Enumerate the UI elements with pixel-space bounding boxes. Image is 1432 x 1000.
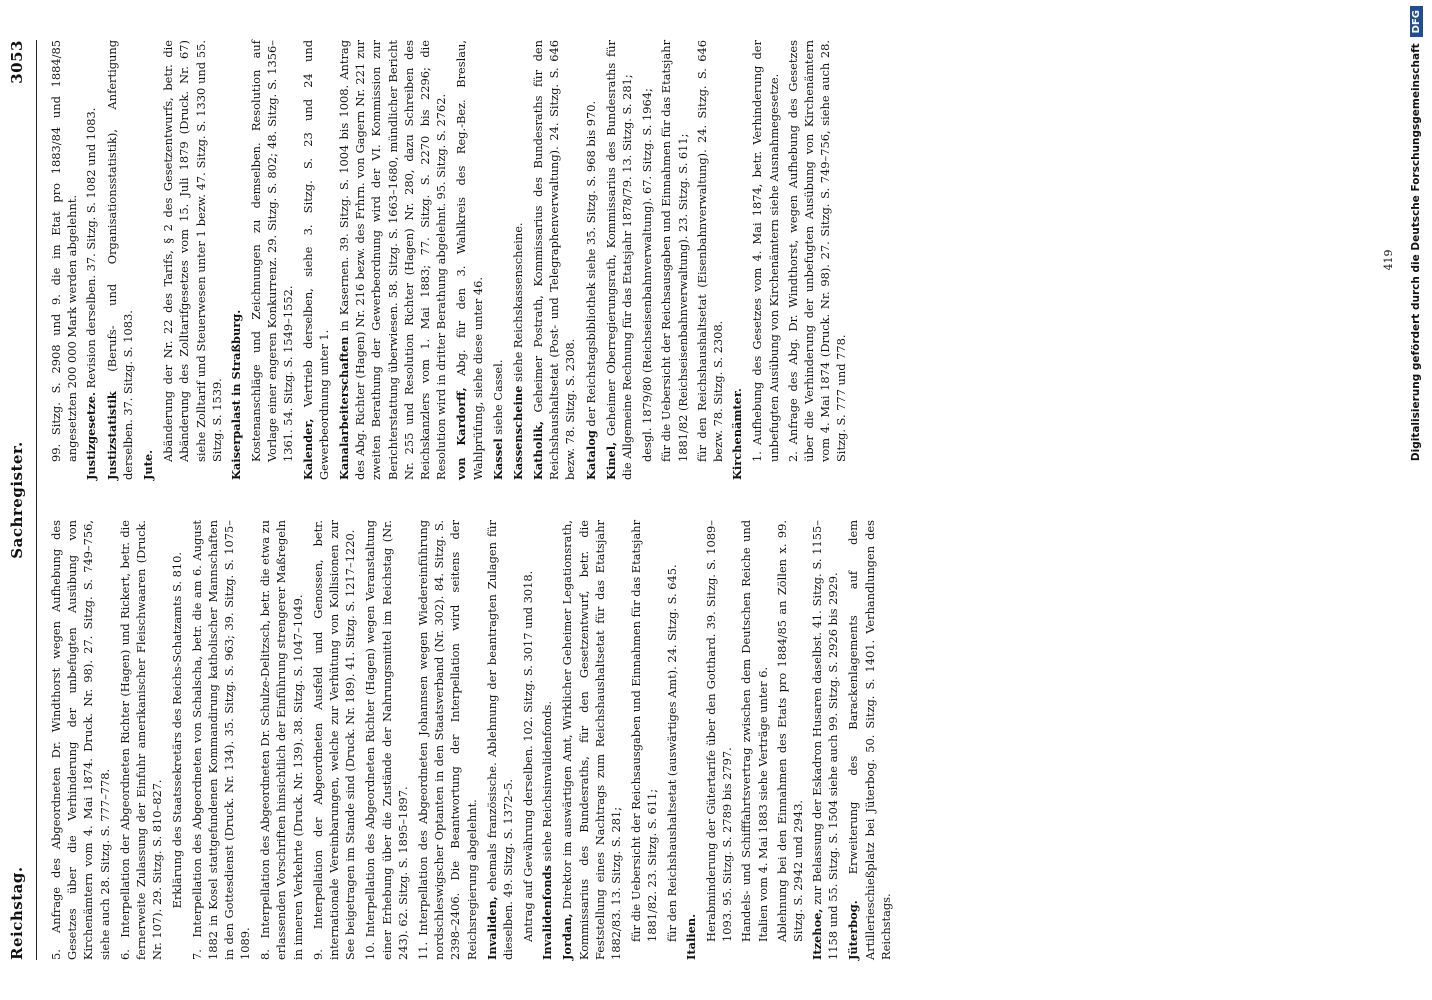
entry-heading: Kinel, (603, 441, 618, 480)
entry-heading: Kirchenämter. (730, 388, 745, 480)
register-entry (785, 40, 850, 480)
register-entry (845, 520, 894, 960)
register-entry (664, 520, 680, 960)
register-entries (48, 40, 849, 480)
register-entry (48, 40, 80, 480)
entry-heading: Katholik, (531, 421, 546, 480)
entry-text: Revision derselben. 37. Sitzg. S. 1082 und 1083. (84, 107, 99, 389)
register-entry (639, 40, 655, 480)
entry-text: Kostenanschläge und Zeichnungen zu demselben. Resolution auf Vorlage einer engeren Konkurrenz. 29. Sitzg. S. 802; 48. Sitzg. S. 1356–1361. 54. Sitzg. S. 1549–1552. (249, 40, 296, 462)
item-number: 9. (310, 949, 325, 960)
item-number: 8. (258, 949, 273, 960)
entry-heading: Kanalarbeiterschaften (337, 336, 351, 480)
entry-heading: Justizgesetze. (84, 392, 99, 480)
entry-text: in Kasernen. 39. Sitzg. S. 1004 bis 1008. Antrag des Abg. Richter (Hagen) Nr. 216 bezw. des Frhrn. von Gagern Nr. 221 zur zweiten Berathung der Gewerbeordnung wird der VI. Kommission zur Berichterstattung überwiesen. 58. Sitzg. S. 1663–1680, mündlicher Bericht Nr. 255 und Resolution Richter (Hagen) Nr. 280, dazu Schreiben des Reichskanzlers vom 1. Mai 1883; 77. Sitzg. S. 2270 bis 2296; die Resolution wird in dritter Berathung abgelehnt. 95. Sitzg. S. 2762. (337, 40, 449, 480)
item-number: 10. (363, 941, 378, 960)
register-entry (683, 520, 699, 960)
register-entry (453, 40, 485, 480)
register-entry (300, 40, 332, 480)
register-entry (228, 40, 244, 480)
entry-heading: Itzehoe, (810, 908, 825, 960)
entry-text: Handels- und Schifffahrtsvertrag zwischen dem Deutschen Reiche und Italien vom 4. Mai 1883 siehe Verträge unter 6. (739, 520, 770, 942)
entry-text: Abg. für den 3. Wahlkreis des Reg.-Bez. Breslau, Wahlprüfung, siehe diese unter 46. (454, 39, 485, 480)
entry-text: siehe Reichskassenscheine. (510, 222, 525, 382)
register-entry (104, 40, 136, 480)
entry-heading: Kassenscheine (510, 385, 525, 480)
entry-heading: Jordan, (560, 913, 575, 960)
entry-heading: Invaliden, (484, 896, 499, 960)
register-entry (603, 40, 635, 480)
entry-text: für die Uebersicht der Reichsausgaben und Einnahmen für das Etatsjahr 1881/82 (Reichseisenbahnverwaltung). 23. Sitzg. S. 611; (659, 39, 690, 462)
register-entry (809, 520, 841, 960)
item-number: 11. (415, 941, 430, 960)
item-text: Interpellation des Abgeordneten Richter (Hagen) wegen Veranstaltung einer Erhebung über die Zustände der Nahrungsmittel im Reichstag (Nr. 243). 62. Sitzg. S. 1895–1897. (363, 520, 410, 960)
entry-text: zur Belassung der Eskadron Husaren daselbst. 41. Sitzg. S. 1155–1158 und 55. Sitzg. S. 1504 siehe auch 99. Sitzg. S. 2926 bis 2929. (810, 520, 841, 960)
entry-text: für die Uebersicht der Reichsausgaben und Einnahmen für das Etatsjahr 1881/82. 23. Sitzg. S. 611; (629, 519, 660, 942)
item-number: 6. (117, 949, 132, 960)
entry-heading: Kassel (490, 438, 505, 480)
item-text: Erklärung des Staatssekretärs des Reichs-Schatzamts S. 810. (170, 552, 185, 909)
register-entry (703, 520, 735, 960)
register-item (257, 520, 306, 960)
entry-text: für den Reichshaushaltsetat (Eisenbahnverwaltung). 24. Sitzg. S. 646 bezw. 78. Sitzg. S. 2308. (694, 40, 725, 462)
register-entry (729, 40, 745, 480)
register-item (48, 520, 113, 960)
watermark-text: Digitalisierung gefördert durch die Deutsche Forschungsgemeinschaft (1410, 43, 1422, 462)
entry-heading: Jüterbog. (846, 900, 861, 960)
entry-text: (Berufs- und Organisationsstatistik), Anfertigung derselben. 37. Sitzg. S. 1083. (104, 40, 135, 480)
entry-text: 1. Aufhebung des Gesetzes vom 4. Mai 1874, betr. Verhinderung der unbefugten Ausübung von Kirchenämtern siehe Ausnahmegesetze. (750, 40, 781, 462)
entry-heading: Kalender, (300, 418, 315, 480)
register-item (310, 520, 359, 960)
register-entry (336, 40, 449, 480)
entry-text: Ablehnung bei den Einnahmen des Etats pro 1884/85 an Zöllen x. 99. Sitzg. S. 2942 und 2943. (774, 520, 805, 942)
entry-heading: Kaiserpalast in Straßburg. (228, 309, 243, 480)
entry-text: Erweiterung des Barackenlagements auf dem Artillerieschießplatz bei Jüterbog. 50. Sitzg. S. 1401. Verhandlungen des Reichstags. (846, 519, 893, 960)
register-item (415, 520, 480, 960)
entry-text: Direktor im auswärtigen Amt, Wirklicher Geheimer Legationsrath, Kommissarius des Bundesraths, für den Gesetzentwurf, betr. die Feststellung eines Nachtrags zum Reichshaushaltsetat für das Etatsjahr 1882/83. 13. Sitzg. S. 281; (560, 520, 623, 960)
register-entry (628, 520, 660, 960)
register-entries (484, 520, 894, 960)
entry-text: der Reichstagsbibliothek siehe 35. Sitzg. S. 968 bis 970. (583, 100, 598, 427)
register-entry (248, 40, 297, 480)
entry-text: Geheimer Oberregierungsrath, Kommissarius des Bundesraths für die Allgemeine Rechnung für das Etatsjahr 1878/79. 13. Sitzg. S. 281; (603, 39, 634, 480)
item-text: Interpellation des Abgeordneten Dr. Schulze-Delitzsch, betr. die etwa zu erlassenden Vorschriften hinsichtlich der Einführung strengerer Maßregeln in inneren Verkehrte (Druck. Nr. 139). 38. Sitzg. S. 1047–1049. (258, 520, 305, 960)
register-item (189, 520, 254, 960)
item-text: Interpellation der Abgeordneten Ausfeld und Genossen, betr. internationale Vereinbarungen, welche zur Verhütung von Kollisionen zur See beigetragen im Stande sind (Druck. Nr. 189). 41. Sitzg. S. 1217–1220. (310, 520, 358, 960)
register-entry (83, 40, 99, 480)
numbered-items (48, 520, 480, 960)
register-entry (530, 40, 579, 480)
page-number: 3053 (8, 40, 26, 84)
entry-text: desgl. 1879/80 (Reichseisenbahnverwaltung). 67. Sitzg. S. 1964; (640, 88, 655, 462)
register-entry (484, 520, 516, 960)
register-item (169, 520, 185, 960)
item-text: Interpellation des Abgeordneten Johannsen wegen Wiedereinführung nordschleswigscher Optanten in den Staatsverband (Nr. 302). 84. Sitzg. S. 2398–2406. Die Beantwortung der Interpellation wird seitens der Reichsregierung abgelehnt. (415, 519, 479, 960)
register-entry (510, 40, 526, 480)
entry-text: Antrag auf Gewährung derselben. 102. Sitzg. S. 3017 und 3018. (521, 570, 536, 942)
entry-text: Geheimer Postrath, Kommissarius des Bundesraths für den Reichshaushaltsetat (Post- und Telegraphenverwaltung). 24. Sitzg. S. 646 bezw. 78. Sitzg. S. 2308. (531, 40, 578, 480)
item-text: Interpellation des Abgeordneten von Schalscha, betr. die am 6. August 1882 in Kosel stattgefundenen Kommandirung katholischer Mannschaften in den Gottesdienst (Druck. Nr. 134). 35. Sitzg. S. 963; 39. Sitzg. S. 1075–1089. (189, 520, 253, 960)
register-entry (490, 40, 506, 480)
item-text: Anfrage des Abgeordneten Dr. Windthorst wegen Aufhebung des Gesetzes über die Verhinderung der unbefugten Ausübung von Kirchenämtern vom 4. Mai 1874. Druck. Nr. 98). 27. Sitzg. S. 749–756, siehe auch 28. Sitzg. S. 777–778. (49, 520, 112, 960)
item-text: Interpellation der Abgeordneten Richter (Hagen) und Rickert, betr. die fernerweite Zulassung der Einfuhr amerikanischer Fleischwaaren (Druck. Nr. 107). 29. Sitzg. S. 810–827. (117, 520, 165, 960)
register-entry (140, 40, 156, 480)
right-column (48, 40, 852, 480)
register-entry (539, 520, 555, 960)
entry-text: 2. Anfrage des Abg. Dr. Windthorst, wegen Aufhebung des Gesetzes über die Verhinderung der unbefugten Ausübung von Kirchenämtern vom 4. Mai 1874 (Druck. Nr. 98). 27. Sitzg. S. 749–756, siehe auch 28. Sitzg. S. 777 und 778. (785, 40, 849, 462)
entry-text: siehe Reichsinvalidenfonds. (540, 700, 555, 862)
register-item (117, 520, 166, 960)
item-number: 5. (49, 949, 63, 960)
entry-heading: Justizstatistik (104, 391, 119, 480)
entry-text: für den Reichshaushaltsetat (auswärtiges Amt). 24. Sitzg. S. 645. (664, 564, 679, 942)
entry-text: siehe Cassel. (490, 359, 505, 435)
entry-heading: Italien. (683, 913, 698, 960)
header-left: Reichstag. (8, 866, 26, 960)
entry-text: Abänderung der Nr. 22 des Tarifs, § 2 des Gesetzentwurfs, betr. die Abänderung des Zolltarifgesetzes vom 15. Juli 1879 (Druck. Nr. 67) siehe Zolltarif und Steuerwesen unter 1 bezw. 47. Sitzg. S. 1330 und 55. Sitzg. S. 1539. (161, 40, 224, 462)
entry-text: ehemals französische. Ablehnung der beantragten Zulagen für dieselben. 49. Sitzg. S. 1372–5. (484, 520, 515, 960)
entry-heading: Katalog (583, 430, 598, 480)
register-entry (738, 520, 770, 960)
entry-text: Vertrieb derselben, siehe 3. Sitzg. S. 23 und 24 und Gewerbeordnung unter 1. (300, 40, 331, 480)
dfg-logo: DFG (1410, 6, 1423, 37)
register-item (362, 520, 411, 960)
header-center: Sachregister. (8, 441, 26, 559)
entry-heading: von Kardorff, (454, 387, 469, 480)
footer-signature: 419 (1382, 249, 1395, 271)
register-entry (774, 520, 806, 960)
entry-text: Herabminderung der Gütertarife über den Gotthard. 39. Sitzg. S. 1089–1093. 95. Sitzg. S. 2789 bis 2797. (703, 520, 735, 942)
entry-text: 99. Sitzg. S. 2908 und 9. die im Etat pro 1883/84 und 1884/85 angesetzten 200 000 Mark werden abgelehnt. (49, 40, 80, 462)
running-header (8, 40, 37, 960)
register-entry (583, 40, 599, 480)
item-number: 7. (189, 949, 204, 960)
register-entry (520, 520, 536, 960)
register-entry (559, 520, 624, 960)
entry-heading: Invalidenfonds (540, 865, 555, 960)
digitization-watermark (1402, 6, 1430, 996)
left-column (48, 520, 898, 960)
register-entry (658, 40, 690, 480)
register-entry (694, 40, 726, 480)
register-entry (160, 40, 225, 480)
register-entry (749, 40, 781, 480)
entry-heading: Jute. (140, 449, 155, 480)
